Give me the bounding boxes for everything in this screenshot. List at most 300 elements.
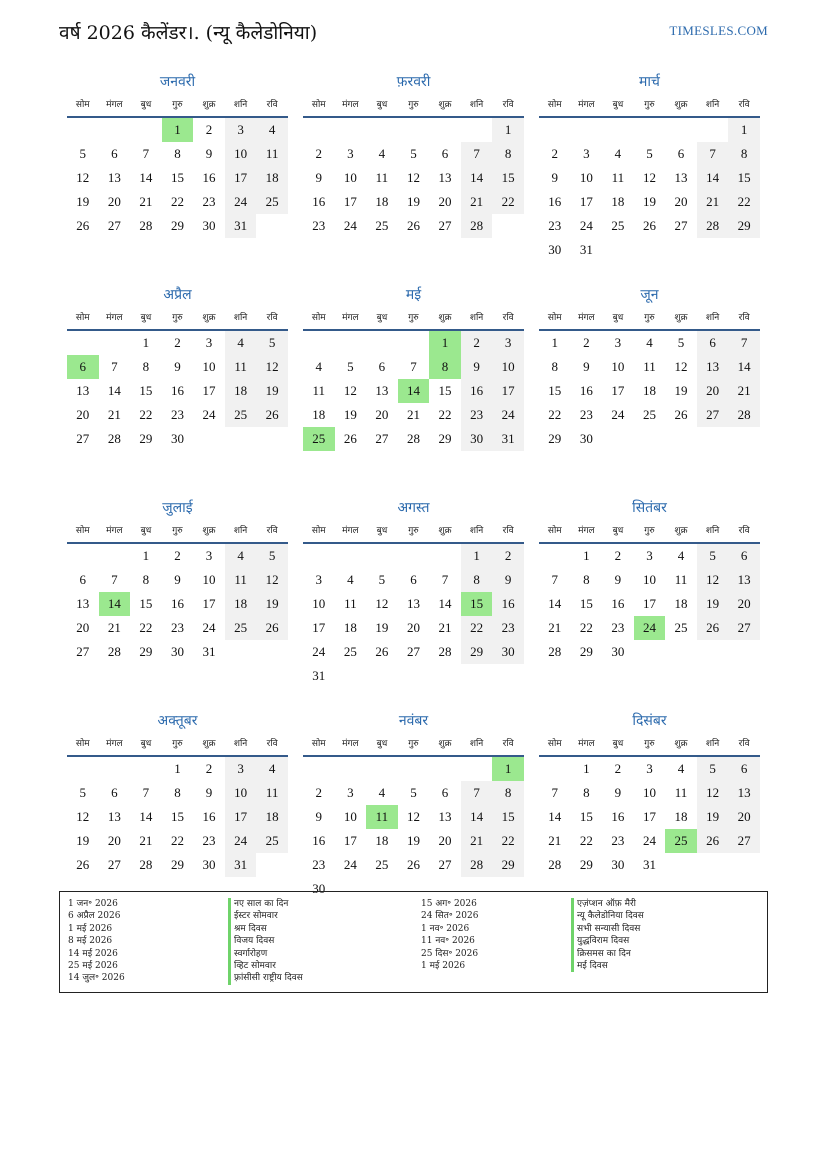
day-cell: 18 xyxy=(375,194,389,209)
day-cell: 6 xyxy=(697,331,729,355)
day-cell: 13 xyxy=(76,383,90,398)
weekday-header xyxy=(303,520,524,544)
day-cell: 11 xyxy=(611,170,625,185)
day-grid xyxy=(539,118,760,262)
day-cell: 8 xyxy=(174,785,181,800)
day-cell: 31 xyxy=(312,668,326,683)
legend-right-names xyxy=(571,898,751,986)
day-cell: 8 xyxy=(174,146,181,161)
weekday-label: गुरु xyxy=(408,313,419,323)
day-cell: 26 xyxy=(76,218,90,233)
legend-holiday-name: फ़्रांसीसी राष्ट्रीय दिवस xyxy=(228,972,421,984)
day-cell: 12 xyxy=(76,809,90,824)
day-cell: 8 xyxy=(583,572,590,587)
day-cell: 22 xyxy=(139,620,153,635)
day-cell: 8 xyxy=(728,142,760,166)
day-cell: 23 xyxy=(579,407,593,422)
day-cell: 11 xyxy=(256,781,288,805)
legend-date: 15 अग॰ 2026 xyxy=(421,899,477,909)
legend-holiday-name: व्हिट सोमवार xyxy=(228,960,421,972)
day-cell: 25 xyxy=(256,190,288,214)
empty-cell xyxy=(335,331,367,355)
day-cell: 29 xyxy=(170,857,184,872)
weekday-label: शनि xyxy=(705,100,720,110)
day-cell: 7 xyxy=(111,359,118,374)
day-cell: 15 xyxy=(139,596,153,611)
day-cell: 27 xyxy=(107,857,121,872)
day-cell: 3 xyxy=(225,757,257,781)
legend-right-dates xyxy=(421,898,571,986)
empty-cell xyxy=(67,757,99,781)
weekday-label: रवि xyxy=(266,739,278,749)
weekday-label: शुक्र xyxy=(202,739,216,749)
holiday-legend xyxy=(59,891,768,993)
weekday-label: रवि xyxy=(266,313,278,323)
weekday-header xyxy=(67,94,288,118)
legend-holiday-name: नए साल का दिन xyxy=(228,898,421,910)
day-cell: 16 xyxy=(492,592,524,616)
day-cell: 27 xyxy=(76,644,90,659)
day-grid xyxy=(303,757,524,901)
day-cell: 4 xyxy=(614,146,622,161)
day-cell: 13 xyxy=(728,781,760,805)
weekday-label: मंगल xyxy=(578,313,595,323)
weekday-label: बुध xyxy=(140,739,152,749)
day-cell: 7 xyxy=(728,331,760,355)
day-cell: 14 xyxy=(461,805,493,829)
day-cell: 2 xyxy=(315,785,323,800)
day-cell: 20 xyxy=(76,620,90,635)
day-cell: 25 xyxy=(611,218,625,233)
day-cell: 20 xyxy=(674,194,688,209)
empty-cell xyxy=(429,118,461,142)
day-cell: 22 xyxy=(139,407,153,422)
empty-cell xyxy=(461,118,493,142)
day-cell: 21 xyxy=(548,833,562,848)
day-cell: 4 xyxy=(378,785,386,800)
holiday-day: 15 xyxy=(461,592,493,616)
day-cell: 8 xyxy=(583,785,590,800)
holiday-day: 14 xyxy=(398,379,430,403)
day-cell: 7 xyxy=(551,785,559,800)
holiday-day: 14 xyxy=(99,592,131,616)
day-cell: 20 xyxy=(728,592,760,616)
month-block xyxy=(539,498,760,711)
day-cell: 20 xyxy=(728,805,760,829)
empty-cell xyxy=(67,118,99,142)
day-cell: 6 xyxy=(378,359,386,374)
day-cell: 23 xyxy=(312,857,326,872)
weekday-label: शनि xyxy=(233,526,248,536)
day-cell: 21 xyxy=(461,829,493,853)
day-cell: 25 xyxy=(674,620,688,635)
day-cell: 18 xyxy=(642,383,656,398)
weekday-label: मंगल xyxy=(106,100,123,110)
day-cell: 4 xyxy=(256,757,288,781)
empty-cell xyxy=(366,544,398,568)
day-cell: 9 xyxy=(205,785,213,800)
day-cell: 7 xyxy=(441,572,449,587)
day-cell: 13 xyxy=(406,596,420,611)
day-cell: 21 xyxy=(107,407,121,422)
day-cell: 20 xyxy=(438,194,452,209)
weekday-label: रवि xyxy=(738,313,750,323)
weekday-label: बुध xyxy=(612,526,624,536)
day-cell: 24 xyxy=(492,403,524,427)
legend-date: 24 सित॰ 2026 xyxy=(421,911,479,922)
empty-cell xyxy=(697,118,729,142)
day-cell: 19 xyxy=(76,833,90,848)
day-cell: 11 xyxy=(643,359,656,374)
day-cell: 4 xyxy=(225,331,257,355)
empty-cell xyxy=(539,544,571,568)
day-cell: 10 xyxy=(312,596,326,611)
day-cell: 20 xyxy=(76,407,90,422)
day-cell: 30 xyxy=(548,242,562,257)
weekday-label: शनि xyxy=(469,739,484,749)
day-cell: 20 xyxy=(697,379,729,403)
empty-cell xyxy=(429,757,461,781)
day-cell: 25 xyxy=(642,407,656,422)
day-cell: 23 xyxy=(548,218,562,233)
month-block xyxy=(539,72,760,285)
day-cell: 4 xyxy=(315,359,323,374)
month-block xyxy=(303,285,524,498)
weekday-label: शुक्र xyxy=(438,313,452,323)
day-cell: 23 xyxy=(170,407,184,422)
day-cell: 6 xyxy=(111,785,118,800)
day-cell: 27 xyxy=(406,644,420,659)
holiday-day: 8 xyxy=(429,355,461,379)
day-grid xyxy=(303,118,524,238)
day-cell: 24 xyxy=(202,407,216,422)
day-cell: 22 xyxy=(579,620,593,635)
empty-cell xyxy=(398,331,430,355)
day-cell: 18 xyxy=(225,379,257,403)
weekday-label: मंगल xyxy=(106,526,123,536)
day-cell: 29 xyxy=(492,853,524,877)
legend-date: 1 जन॰ 2026 xyxy=(68,899,118,909)
day-cell: 27 xyxy=(375,431,389,446)
holiday-day: 11 xyxy=(366,805,398,829)
day-cell: 5 xyxy=(410,146,417,161)
day-cell: 5 xyxy=(697,757,729,781)
empty-cell xyxy=(571,118,603,142)
month-name: नवंबर xyxy=(398,713,429,729)
day-cell: 17 xyxy=(492,379,524,403)
empty-cell xyxy=(366,331,398,355)
day-cell: 26 xyxy=(76,857,90,872)
day-grid xyxy=(67,118,288,238)
day-cell: 12 xyxy=(697,568,729,592)
weekday-label: शनि xyxy=(469,100,484,110)
day-cell: 5 xyxy=(378,572,386,587)
day-cell: 11 xyxy=(344,596,357,611)
day-cell: 16 xyxy=(202,809,216,824)
day-cell: 27 xyxy=(438,218,452,233)
day-cell: 21 xyxy=(548,620,562,635)
day-cell: 17 xyxy=(343,833,357,848)
day-cell: 31 xyxy=(492,427,524,451)
day-cell: 22 xyxy=(728,190,760,214)
day-cell: 27 xyxy=(107,218,121,233)
day-cell: 7 xyxy=(142,785,150,800)
day-cell: 24 xyxy=(579,218,593,233)
empty-cell xyxy=(99,544,131,568)
day-cell: 30 xyxy=(611,644,625,659)
day-cell: 11 xyxy=(674,785,688,800)
weekday-label: रवि xyxy=(738,100,750,110)
day-cell: 25 xyxy=(256,829,288,853)
weekday-label: बुध xyxy=(376,739,388,749)
month-name: अक्तूबर xyxy=(157,713,198,729)
day-cell: 8 xyxy=(142,359,150,374)
legend-date: 8 मई 2026 xyxy=(68,936,113,947)
day-cell: 28 xyxy=(461,853,493,877)
day-cell: 16 xyxy=(170,383,184,398)
day-cell: 13 xyxy=(438,170,452,185)
month-name: अगस्त xyxy=(397,500,430,516)
weekday-label: बुध xyxy=(376,526,388,536)
weekday-label: सोम xyxy=(75,739,90,749)
site-link[interactable]: TIMESLES.COM xyxy=(669,23,768,38)
empty-cell xyxy=(67,331,99,355)
day-cell: 3 xyxy=(347,785,354,800)
weekday-header xyxy=(67,520,288,544)
weekday-header xyxy=(303,94,524,118)
weekday-header xyxy=(539,94,760,118)
day-cell: 2 xyxy=(174,335,181,350)
day-cell: 24 xyxy=(312,644,326,659)
day-cell: 17 xyxy=(202,383,216,398)
weekday-label: सोम xyxy=(311,313,326,323)
day-cell: 22 xyxy=(579,833,593,848)
weekday-label: शनि xyxy=(705,739,720,749)
day-cell: 26 xyxy=(375,644,389,659)
legend-date: 25 दिस॰ 2026 xyxy=(421,948,479,959)
day-cell: 2 xyxy=(461,331,493,355)
day-cell: 22 xyxy=(170,833,184,848)
empty-cell xyxy=(303,331,335,355)
weekday-label: रवि xyxy=(738,739,750,749)
day-cell: 1 xyxy=(142,335,150,350)
weekday-label: शुक्र xyxy=(438,526,452,536)
day-cell: 1 xyxy=(461,544,493,568)
day-grid xyxy=(303,331,524,451)
day-cell: 9 xyxy=(614,785,622,800)
weekday-label: शनि xyxy=(233,313,248,323)
month-name: जनवरी xyxy=(159,74,196,90)
legend-holiday-name: मई दिवस xyxy=(571,960,751,972)
day-cell: 17 xyxy=(225,166,257,190)
day-cell: 14 xyxy=(139,809,153,824)
day-cell: 14 xyxy=(548,809,562,824)
weekday-label: शनि xyxy=(233,100,248,110)
legend-date: 1 मई 2026 xyxy=(68,923,113,934)
day-cell: 22 xyxy=(492,829,524,853)
day-cell: 15 xyxy=(170,170,184,185)
day-cell: 17 xyxy=(225,805,257,829)
day-cell: 25 xyxy=(225,616,257,640)
empty-cell xyxy=(665,118,697,142)
weekday-label: सोम xyxy=(75,100,90,110)
weekday-label: शुक्र xyxy=(674,100,688,110)
weekday-label: बुध xyxy=(612,100,624,110)
day-cell: 3 xyxy=(347,146,354,161)
weekday-label: शनि xyxy=(233,739,248,749)
weekday-label: मंगल xyxy=(106,313,123,323)
weekday-label: रवि xyxy=(502,313,514,323)
day-cell: 2 xyxy=(315,146,323,161)
day-cell: 23 xyxy=(202,194,216,209)
day-grid xyxy=(67,757,288,877)
day-cell: 5 xyxy=(256,331,288,355)
legend-date: 1 नव॰ 2026 xyxy=(421,923,470,934)
day-cell: 17 xyxy=(202,596,216,611)
day-cell: 4 xyxy=(378,146,386,161)
day-cell: 30 xyxy=(202,857,216,872)
day-cell: 7 xyxy=(410,359,417,374)
day-cell: 20 xyxy=(438,833,452,848)
day-cell: 18 xyxy=(256,166,288,190)
weekday-label: शनि xyxy=(705,313,720,323)
day-cell: 10 xyxy=(343,809,357,824)
day-cell: 27 xyxy=(438,857,452,872)
day-cell: 15 xyxy=(579,809,593,824)
day-cell: 24 xyxy=(225,829,257,853)
day-cell: 26 xyxy=(406,218,420,233)
day-cell: 19 xyxy=(256,379,288,403)
day-cell: 15 xyxy=(728,166,760,190)
day-cell: 3 xyxy=(225,118,257,142)
day-cell: 1 xyxy=(492,118,524,142)
day-cell: 23 xyxy=(202,833,216,848)
day-cell: 24 xyxy=(343,857,357,872)
day-cell: 13 xyxy=(107,809,121,824)
day-grid xyxy=(67,544,288,664)
day-cell: 30 xyxy=(202,218,216,233)
day-cell: 29 xyxy=(579,644,593,659)
day-cell: 18 xyxy=(312,407,326,422)
day-cell: 17 xyxy=(642,809,656,824)
weekday-label: मंगल xyxy=(106,739,123,749)
day-cell: 10 xyxy=(642,572,656,587)
empty-cell xyxy=(67,544,99,568)
weekday-label: गुरु xyxy=(172,100,183,110)
day-cell: 30 xyxy=(312,881,326,896)
day-cell: 8 xyxy=(142,572,150,587)
day-cell: 1 xyxy=(583,761,590,776)
weekday-label: शनि xyxy=(705,526,720,536)
empty-cell xyxy=(99,757,131,781)
empty-cell xyxy=(303,757,335,781)
empty-cell xyxy=(130,757,162,781)
day-cell: 9 xyxy=(583,359,590,374)
day-cell: 6 xyxy=(441,785,449,800)
day-cell: 17 xyxy=(579,194,593,209)
day-cell: 20 xyxy=(107,833,121,848)
day-cell: 26 xyxy=(256,616,288,640)
weekday-label: सोम xyxy=(75,313,90,323)
day-cell: 11 xyxy=(312,383,326,398)
day-cell: 18 xyxy=(225,592,257,616)
legend-holiday-name: युद्धविराम दिवस xyxy=(571,935,751,947)
day-cell: 28 xyxy=(438,644,452,659)
month-block xyxy=(303,498,524,711)
day-cell: 7 xyxy=(461,781,493,805)
day-cell: 21 xyxy=(139,194,153,209)
day-cell: 19 xyxy=(343,407,357,422)
day-cell: 13 xyxy=(728,568,760,592)
day-cell: 9 xyxy=(205,146,213,161)
day-cell: 26 xyxy=(697,616,729,640)
day-cell: 21 xyxy=(461,190,493,214)
weekday-label: सोम xyxy=(547,739,562,749)
weekday-label: बुध xyxy=(612,739,624,749)
day-cell: 6 xyxy=(441,146,449,161)
day-cell: 6 xyxy=(79,572,87,587)
legend-holiday-name: न्यू कैलेडोनिया दिवस xyxy=(571,910,751,922)
day-cell: 5 xyxy=(347,359,354,374)
day-cell: 28 xyxy=(548,644,562,659)
weekday-label: शुक्र xyxy=(438,739,452,749)
day-cell: 31 xyxy=(202,644,216,659)
weekday-label: शुक्र xyxy=(202,100,216,110)
day-cell: 3 xyxy=(646,548,653,563)
day-cell: 11 xyxy=(674,572,688,587)
empty-cell xyxy=(99,331,131,355)
day-cell: 29 xyxy=(579,857,593,872)
day-cell: 19 xyxy=(256,592,288,616)
day-cell: 24 xyxy=(343,218,357,233)
weekday-header xyxy=(303,733,524,757)
day-cell: 11 xyxy=(375,170,389,185)
day-cell: 18 xyxy=(674,809,688,824)
month-name: अप्रैल xyxy=(163,287,192,303)
weekday-label: बुध xyxy=(140,100,152,110)
day-cell: 5 xyxy=(410,785,417,800)
month-block xyxy=(539,285,760,498)
day-cell: 21 xyxy=(139,833,153,848)
empty-cell xyxy=(130,118,162,142)
day-cell: 13 xyxy=(697,355,729,379)
day-grid xyxy=(539,331,760,451)
day-cell: 10 xyxy=(343,170,357,185)
day-cell: 28 xyxy=(697,214,729,238)
day-cell: 21 xyxy=(728,379,760,403)
day-cell: 13 xyxy=(107,170,121,185)
day-cell: 16 xyxy=(312,194,326,209)
legend-holiday-name: विजय दिवस xyxy=(228,935,421,947)
day-cell: 27 xyxy=(728,829,760,853)
weekday-label: मंगल xyxy=(578,526,595,536)
empty-cell xyxy=(429,544,461,568)
empty-cell xyxy=(634,118,666,142)
day-cell: 12 xyxy=(674,359,688,374)
weekday-label: रवि xyxy=(266,526,278,536)
day-cell: 19 xyxy=(406,194,420,209)
day-grid xyxy=(539,757,760,877)
weekday-header xyxy=(67,307,288,331)
day-cell: 10 xyxy=(225,781,257,805)
day-cell: 31 xyxy=(225,853,257,877)
day-cell: 7 xyxy=(142,146,150,161)
day-cell: 11 xyxy=(256,142,288,166)
day-cell: 25 xyxy=(225,403,257,427)
weekday-label: शनि xyxy=(469,313,484,323)
weekday-label: शुक्र xyxy=(202,313,216,323)
weekday-label: गुरु xyxy=(408,739,419,749)
